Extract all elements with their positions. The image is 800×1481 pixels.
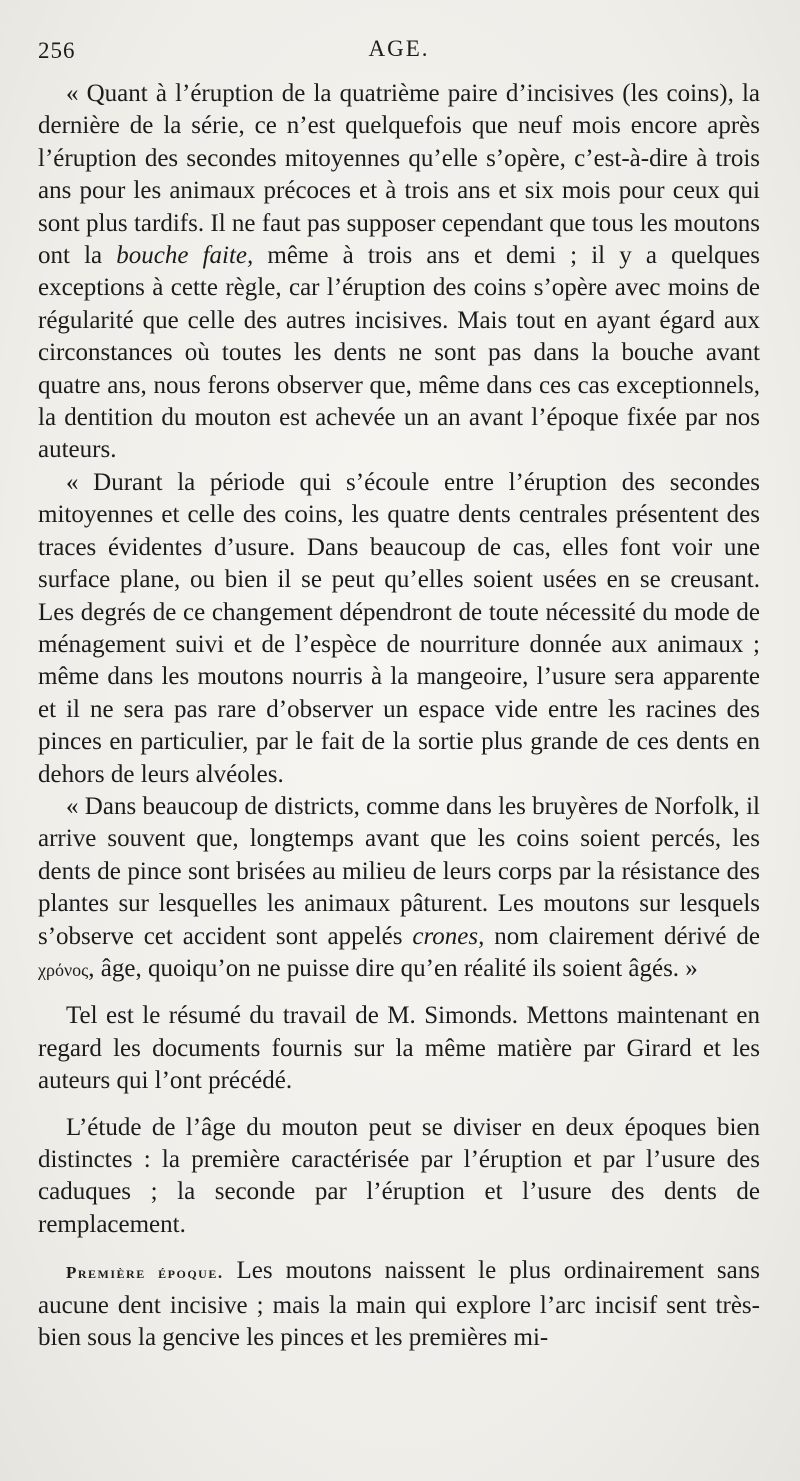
text-run: Les moutons naissent le plus ordinairement sans aucune dent incisive ; mais la main qui explore l’arc incisif sent très-bien sous la gencive les pinces et les premières mi-: [38, 1257, 760, 1352]
running-title: AGE.: [368, 36, 430, 61]
text-run: « Dans beaucoup de districts, comme dans les bruyères de Norfolk, il arrive souvent que, longtemps avant que les coins soient percés, les dents de pince sont brisées au milieu de leurs corps par la résistance des plantes sur lesquelles les animaux pâturent. Les moutons sur lesquels s’observe cet accident sont appelés: [38, 792, 760, 950]
paragraph: [38, 791, 760, 986]
text-run: « Quant à l’éruption de la quatrième paire d’incisives (les coins), la dernière de la série, ce n’est quelquefois que neuf mois encore après l’éruption des secondes mitoyennes qu’elle s’opère, c’est-à-dire à trois ans pour les animaux précoces et à trois ans et six mois pour ceux qui sont plus tardifs. Il ne faut pas supposer cependant que tous les moutons ont la: [38, 80, 760, 270]
paragraph: [38, 1112, 760, 1242]
text-run: nom clairement dérivé de: [484, 922, 760, 950]
body-text: [38, 78, 760, 1354]
text-run: Tel est le résumé du travail de M. Simonds. Mettons maintenant en regard les documents fournis sur la même matière par Girard et les auteurs qui l’ont précédé.: [38, 1002, 760, 1095]
paragraph: [38, 1000, 760, 1097]
text-run: , âge, quoiqu’on ne puisse dire qu’en réalité ils soient âgés. »: [88, 954, 698, 982]
page-number: 256: [38, 38, 76, 63]
paragraph: [38, 467, 760, 791]
paragraph: [38, 1255, 760, 1354]
paragraph: [38, 78, 760, 467]
text-run: même à trois ans et demi ; il y a quelques exceptions à cette règle, car l’éruption des coins s’opère avec moins de régularité que celle des autres incisives. Mais tout en ayant égard aux circonstances où toutes les dents ne sont pas dans la bouche avant quatre ans, nous ferons observer que, même dans ces cas exceptionnels, la dentition du mouton est achevée un an avant l’époque fixée par nos auteurs.: [38, 242, 760, 464]
italic-term: crones,: [412, 922, 485, 950]
text-run: « Durant la période qui s’écoule entre l’éruption des secondes mitoyennes et celle des coins, les quatre dents centrales présentent des traces évidentes d’usure. Dans beaucoup de cas, elles font voir une surface plane, ou bien il se peut qu’elles soient usées en se creusant. Les degrés de ce changement dépendront de toute nécessité du mode de ménagement suivi et de l’espèce de nourriture donnée aux animaux ; même dans les moutons nourris à la mangeoire, l’usure sera apparente et il ne sera pas rare d’observer un espace vide entre les racines des pinces en particulier, par le fait de la sortie plus grande de ces dents en dehors de leurs alvéoles.: [38, 468, 760, 788]
text-run: L’étude de l’âge du mouton peut se diviser en deux époques bien distinctes : la première caractérisée par l’éruption et par l’usure des caduques ; la seconde par l’éruption et l’usure des dents de remplacement.: [38, 1113, 760, 1238]
italic-term: bouche faite,: [116, 242, 254, 270]
page-header: [38, 28, 760, 78]
section-heading: Première époque.: [66, 1263, 224, 1283]
greek-word: χρόνος: [38, 959, 89, 980]
